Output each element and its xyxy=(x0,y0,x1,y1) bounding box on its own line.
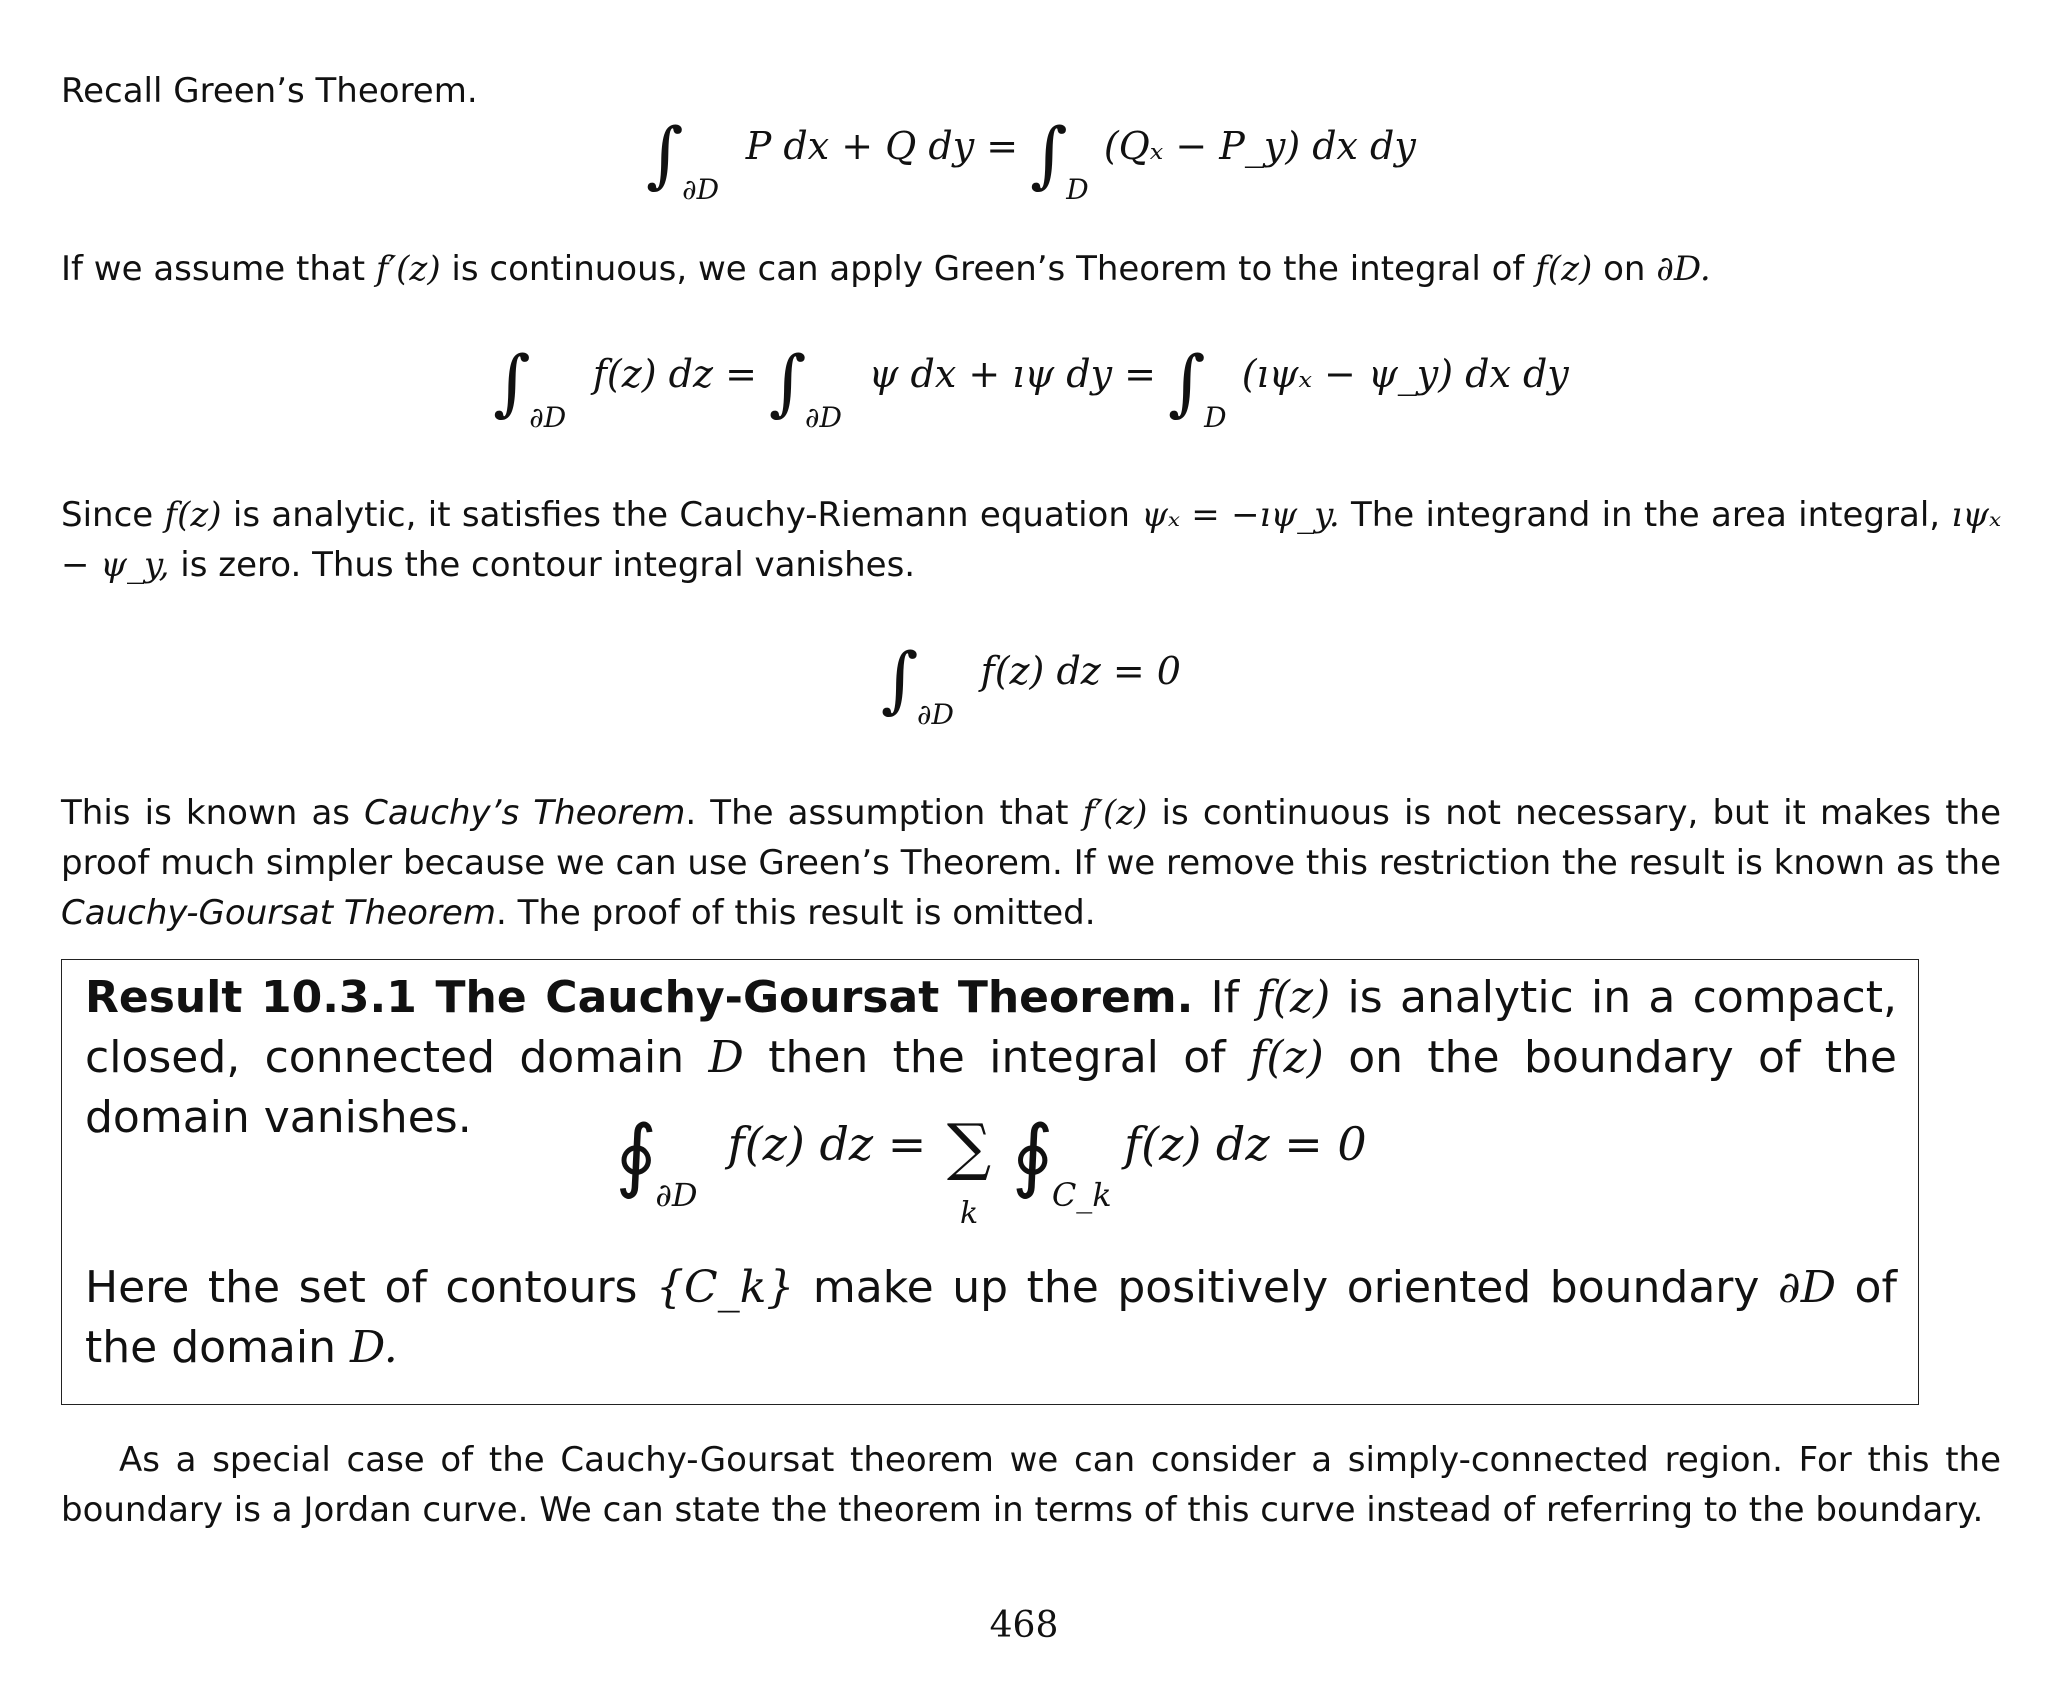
contour-integral-sign: ∮ C_k xyxy=(1011,1108,1112,1214)
integral-sign: ∫ D xyxy=(1030,112,1089,206)
result-box xyxy=(61,959,1919,1405)
page-number: 468 xyxy=(989,1605,1059,1646)
contour-integral-sign: ∮ ∂D xyxy=(615,1108,698,1214)
paragraph-assume: If we assume that f′(z) is continuous, we can apply Green’s Theorem to the integral of f(z) on ∂D. xyxy=(61,249,1711,289)
integral-sign: ∫ D xyxy=(1168,340,1227,434)
equation-green-theorem: ∫ ∂D P dx + Q dy = ∫ D (Qₓ − P_y) dx dy xyxy=(646,112,1416,206)
integral-sign: ∫ ∂D xyxy=(493,340,567,434)
integral-sign: ∫ ∂D xyxy=(769,340,842,434)
paragraph-recall: Recall Green’s Theorem. xyxy=(61,71,478,111)
paragraph-since: Since f(z) is analytic, it satisfies the Cauchy-Riemann equation ψₓ = −ıψ_y. The integrand in the area integral, ıψₓ − ψ_y, is zero. Thus the contour integral vanishes. xyxy=(61,495,2002,585)
result-heading: Result 10.3.1 The Cauchy-Goursat Theorem. xyxy=(85,972,1194,1023)
integral-sign: ∫ ∂D xyxy=(881,637,954,731)
document-page xyxy=(61,0,2001,1687)
summation-sign: ∑ k xyxy=(946,1110,992,1231)
paragraph-special-case: As a special case of the Cauchy-Goursat theorem we can consider a simply-connected region. For this the boundary is a Jordan curve. We can state the theorem in terms of this curve instead of referring to the boundary. xyxy=(61,1440,2001,1530)
result-equation: ∮ ∂D f(z) dz = ∑ k ∮ C_k f(z) dz = 0 xyxy=(615,1108,1367,1231)
result-note: Here the set of contours {C_k} make up the positively oriented boundary ∂D of the domain D. xyxy=(85,1262,1897,1373)
equation-apply-green: ∫ ∂D f(z) dz = ∫ ∂D ψ dx + ıψ dy = ∫ D (ıψₓ − ψ_y) dx dy xyxy=(493,340,1569,434)
paragraph-known: This is known as Cauchy’s Theorem. The assumption that f′(z) is continuous is not necessary, but it makes the proof much simpler because we can use Green’s Theorem. If we remove this restriction the result is known as the Cauchy-Goursat Theorem. The proof of this result is omitted. xyxy=(61,793,2001,933)
integral-sign: ∫ ∂D xyxy=(646,112,720,206)
result-statement: Result 10.3.1 The Cauchy-Goursat Theorem. If f(z) is analytic in a compact, closed, connected domain D then the integral of f(z) on the boundary of the domain vanishes. xyxy=(85,972,1897,1143)
equation-contour-zero: ∫ ∂D f(z) dz = 0 xyxy=(881,637,1181,731)
